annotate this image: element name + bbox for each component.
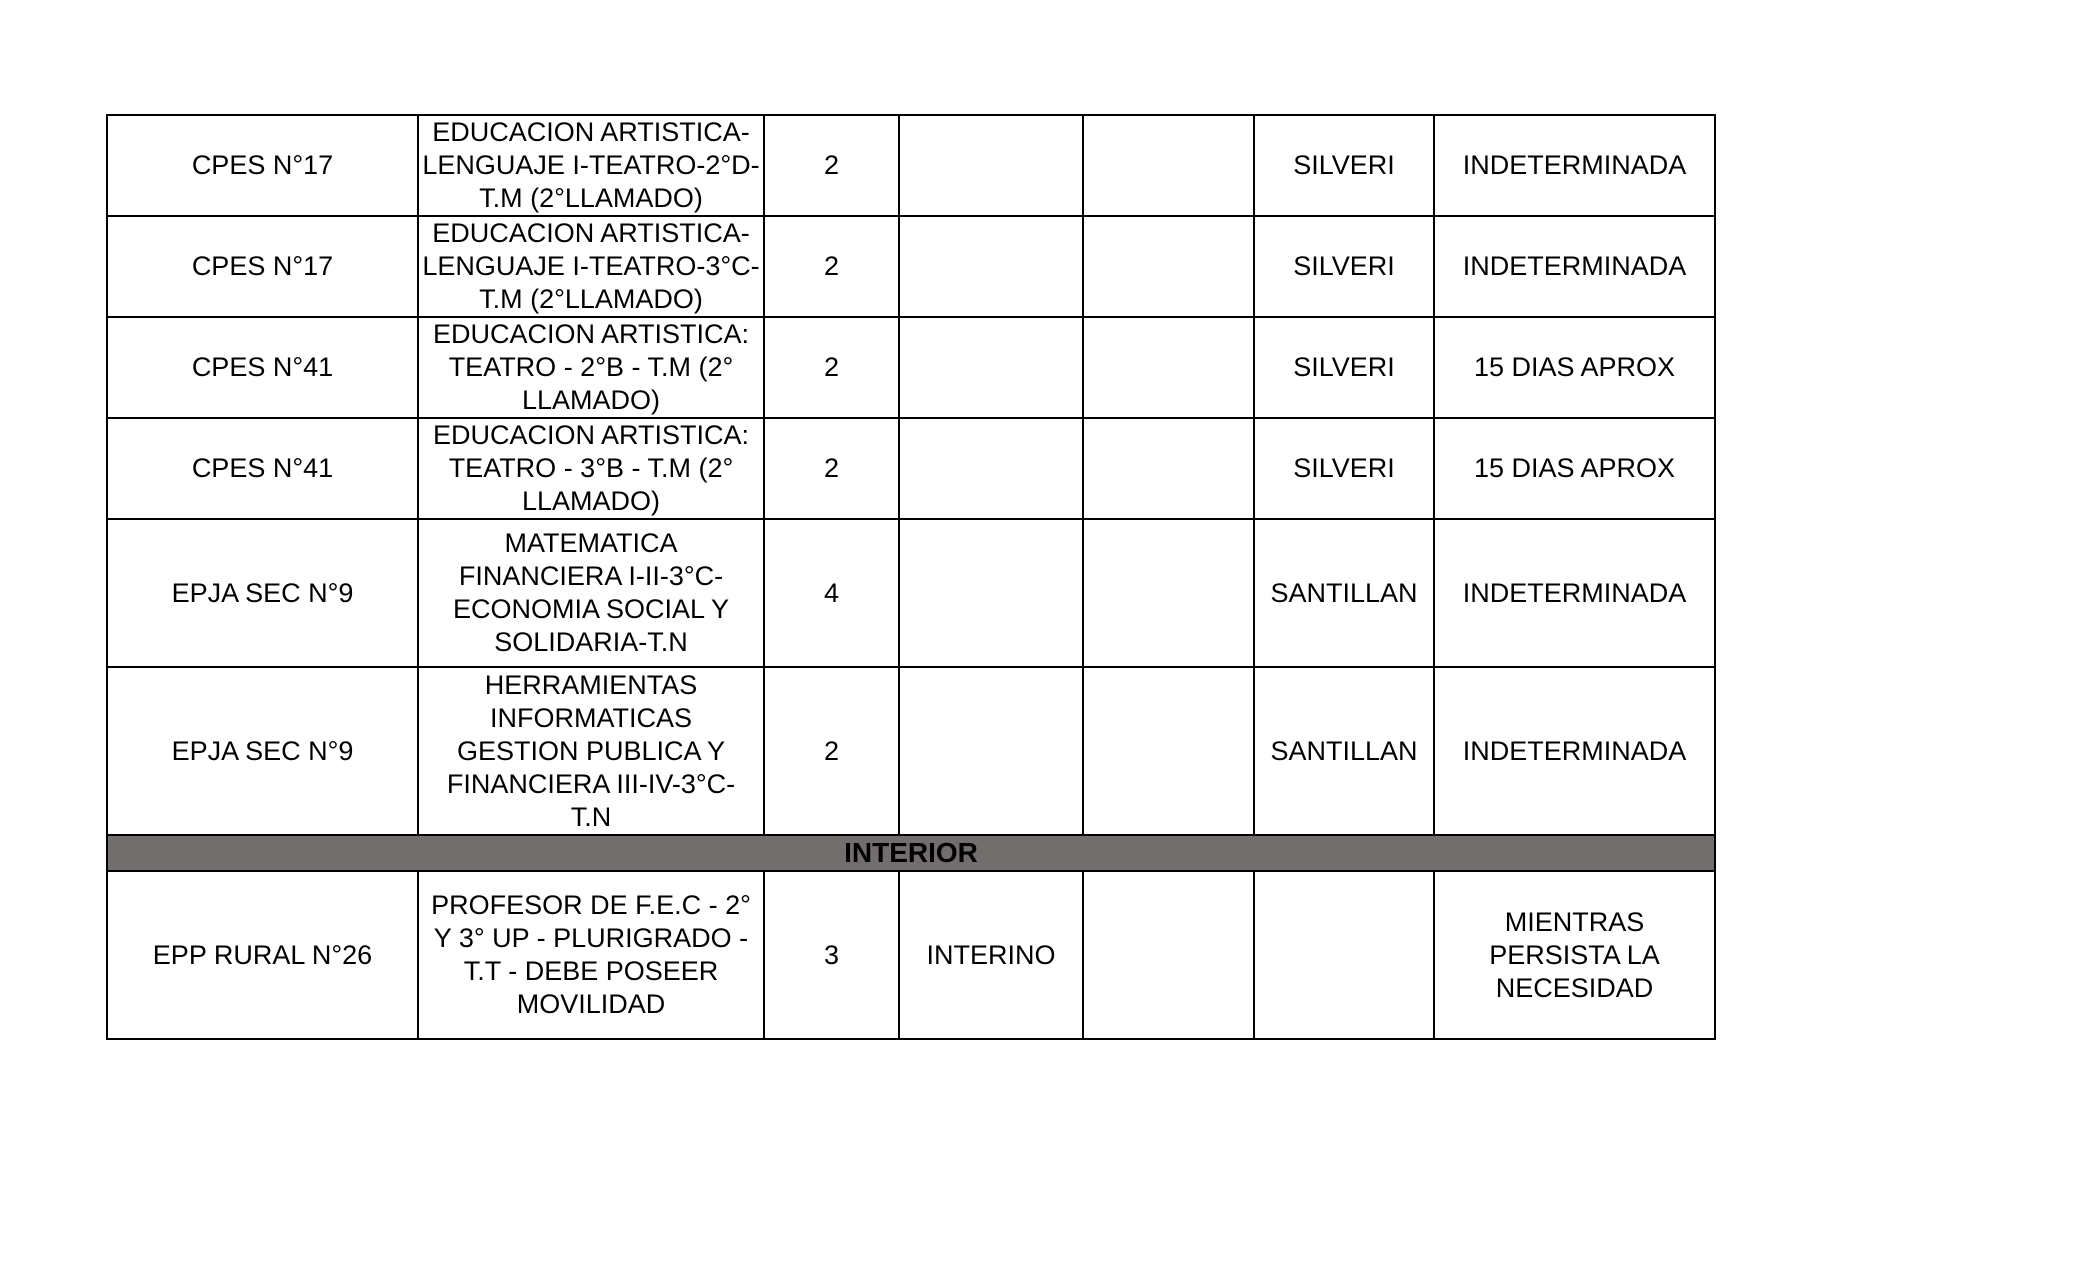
supervisor-cell: SILVERI xyxy=(1254,418,1434,519)
subject-line: LENGUAJE I-TEATRO-3°C- xyxy=(422,251,760,281)
status-cell xyxy=(899,216,1083,317)
duration-line: 15 DIAS APROX xyxy=(1473,352,1676,382)
subject-line: SOLIDARIA-T.N xyxy=(494,627,688,657)
empty-cell xyxy=(1083,216,1254,317)
school-cell: EPP RURAL N°26 xyxy=(107,871,418,1039)
empty-cell xyxy=(1083,871,1254,1039)
subject-line: T.N xyxy=(570,801,612,832)
empty-cell xyxy=(1083,317,1254,418)
table-row xyxy=(107,216,1715,317)
hours-cell: 2 xyxy=(764,317,899,418)
subject-line: GESTION PUBLICA Y xyxy=(456,735,726,766)
subject-line: LLAMADO) xyxy=(521,385,661,415)
empty-cell xyxy=(1083,667,1254,835)
duration-line: NECESIDAD xyxy=(1495,972,1654,1003)
status-cell xyxy=(899,418,1083,519)
supervisor-cell xyxy=(1254,871,1434,1039)
duration-line: 15 DIAS APROX xyxy=(1473,453,1676,483)
status-cell xyxy=(899,115,1083,216)
duration-cell xyxy=(1434,115,1715,216)
status-cell xyxy=(899,317,1083,418)
duration-line: INDETERMINADA xyxy=(1462,150,1687,180)
duration-line: PERSISTA LA xyxy=(1489,939,1660,970)
subject-cell xyxy=(418,418,764,519)
duration-cell xyxy=(1434,418,1715,519)
subject-line: TEATRO - 2°B - T.M (2° xyxy=(448,352,734,382)
subject-line: LLAMADO) xyxy=(521,486,661,516)
subject-line: FINANCIERA III-IV-3°C- xyxy=(446,768,736,799)
table-body xyxy=(107,115,1715,1039)
subject-line: EDUCACION ARTISTICA- xyxy=(432,117,750,147)
table-row xyxy=(107,871,1715,1039)
supervisor-cell: SILVERI xyxy=(1254,115,1434,216)
supervisor-cell: SANTILLAN xyxy=(1254,519,1434,667)
subject-line: INFORMATICAS xyxy=(490,702,692,733)
supervisor-cell: SILVERI xyxy=(1254,317,1434,418)
table-row xyxy=(107,667,1715,835)
duration-line: INDETERMINADA xyxy=(1462,577,1687,608)
hours-cell: 2 xyxy=(764,418,899,519)
hours-cell: 4 xyxy=(764,519,899,667)
status-cell: INTERINO xyxy=(899,871,1083,1039)
subject-line: T.M (2°LLAMADO) xyxy=(479,183,703,213)
duration-cell xyxy=(1434,667,1715,835)
empty-cell xyxy=(1083,519,1254,667)
duration-line: MIENTRAS xyxy=(1504,906,1645,937)
subject-line: PROFESOR DE F.E.C - 2° xyxy=(431,890,751,920)
status-cell xyxy=(899,519,1083,667)
subject-line: T.M (2°LLAMADO) xyxy=(479,284,703,314)
section-header-row xyxy=(107,835,1715,871)
subject-line: ECONOMIA SOCIAL Y xyxy=(452,594,730,624)
duration-cell xyxy=(1434,216,1715,317)
subject-cell xyxy=(418,317,764,418)
school-cell: CPES N°17 xyxy=(107,115,418,216)
duration-cell xyxy=(1434,317,1715,418)
subject-cell xyxy=(418,115,764,216)
table-row xyxy=(107,115,1715,216)
table-row xyxy=(107,519,1715,667)
subject-line: FINANCIERA I-II-3°C- xyxy=(458,561,724,591)
subject-line: MATEMATICA xyxy=(504,528,678,558)
subject-line: T.T - DEBE POSEER xyxy=(463,956,719,986)
school-cell: CPES N°41 xyxy=(107,418,418,519)
school-cell: CPES N°41 xyxy=(107,317,418,418)
subject-line: EDUCACION ARTISTICA: xyxy=(432,319,750,349)
subject-line: HERRAMIENTAS xyxy=(484,669,698,700)
subject-line: EDUCACION ARTISTICA: xyxy=(432,420,750,450)
empty-cell xyxy=(1083,418,1254,519)
hours-cell: 2 xyxy=(764,216,899,317)
supervisor-cell: SILVERI xyxy=(1254,216,1434,317)
school-cell: CPES N°17 xyxy=(107,216,418,317)
school-cell: EPJA SEC N°9 xyxy=(107,519,418,667)
hours-cell: 2 xyxy=(764,667,899,835)
table-row xyxy=(107,317,1715,418)
section-header-interior: INTERIOR xyxy=(107,835,1715,871)
subject-cell xyxy=(418,871,764,1039)
subject-line: MOVILIDAD xyxy=(516,989,666,1019)
subject-line: TEATRO - 3°B - T.M (2° xyxy=(448,453,734,483)
duration-line: INDETERMINADA xyxy=(1462,251,1687,281)
vacancy-table xyxy=(106,114,1716,1040)
duration-cell xyxy=(1434,519,1715,667)
hours-cell: 3 xyxy=(764,871,899,1039)
subject-cell xyxy=(418,667,764,835)
subject-line: LENGUAJE I-TEATRO-2°D- xyxy=(422,150,760,180)
table-row xyxy=(107,418,1715,519)
subject-line: Y 3° UP - PLURIGRADO - xyxy=(433,923,749,953)
status-cell xyxy=(899,667,1083,835)
duration-cell xyxy=(1434,871,1715,1039)
subject-line: EDUCACION ARTISTICA- xyxy=(432,218,750,248)
school-cell: EPJA SEC N°9 xyxy=(107,667,418,835)
supervisor-cell: SANTILLAN xyxy=(1254,667,1434,835)
subject-cell xyxy=(418,216,764,317)
hours-cell: 2 xyxy=(764,115,899,216)
duration-line: INDETERMINADA xyxy=(1462,735,1687,766)
empty-cell xyxy=(1083,115,1254,216)
subject-cell xyxy=(418,519,764,667)
